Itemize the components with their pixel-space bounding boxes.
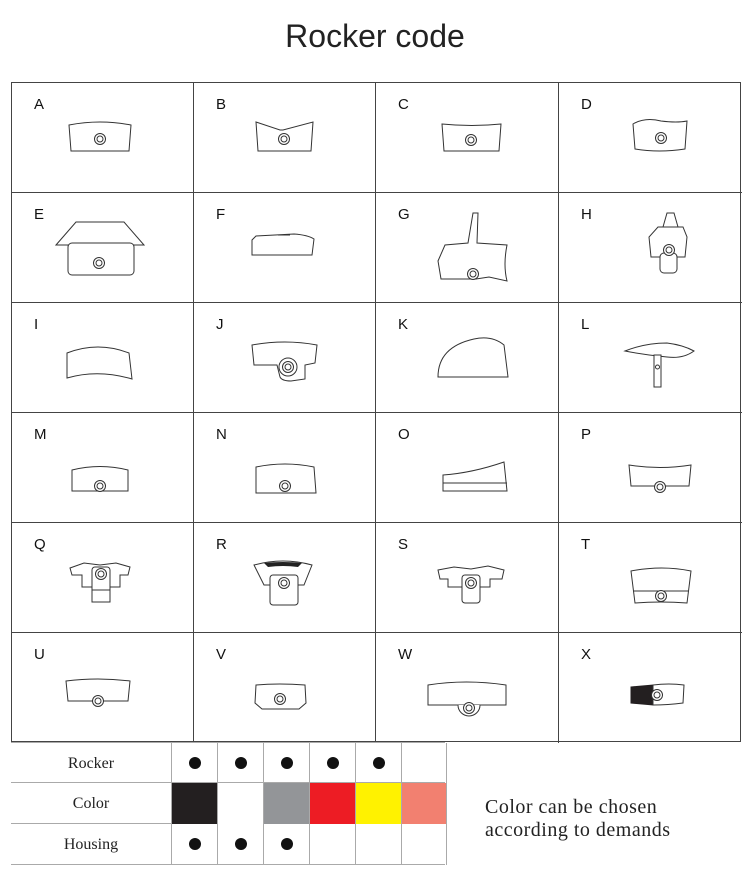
rocker-cell-x: [559, 633, 742, 743]
availability-dot-icon: [281, 757, 293, 769]
rocker-cell-e: [12, 193, 194, 303]
legend-mark-cell: [263, 743, 309, 784]
availability-dot-icon: [189, 838, 201, 850]
rocker-shape-q: [12, 523, 194, 633]
legend-mark-cell: [355, 743, 401, 784]
rocker-code-label: R: [216, 536, 227, 553]
rocker-cell-q: [12, 523, 194, 633]
rocker-cell-d: [559, 83, 742, 193]
legend-mark-cell: [401, 743, 447, 784]
rocker-cell-v: [194, 633, 376, 743]
rocker-cell-l: [559, 303, 742, 413]
legend-mark-cell: [171, 824, 217, 865]
rocker-cell-k: [376, 303, 559, 413]
rocker-code-label: E: [34, 206, 45, 223]
rocker-code-label: V: [216, 646, 227, 663]
legend-mark-cell: [309, 824, 355, 865]
availability-dot-icon: [235, 757, 247, 769]
rocker-cell-g: [376, 193, 559, 303]
availability-dot-icon: [373, 757, 385, 769]
rocker-shape-x: [559, 633, 742, 743]
availability-dot-icon: [327, 757, 339, 769]
rocker-code-label: X: [581, 646, 592, 663]
rocker-cell-n: [194, 413, 376, 523]
rocker-cell-c: [376, 83, 559, 193]
rocker-code-label: J: [216, 316, 224, 333]
rocker-code-label: F: [216, 206, 226, 223]
legend-mark-cell: [309, 743, 355, 784]
rocker-code-label: T: [581, 536, 591, 553]
rocker-cell-s: [376, 523, 559, 633]
color-note-line-2: according to demands: [485, 819, 671, 841]
legend-row-color: [11, 783, 445, 824]
legend-row-label: Housing: [63, 836, 119, 853]
rocker-cell-i: [12, 303, 194, 413]
rocker-shape-u: [12, 633, 194, 743]
rocker-shape-h: [559, 193, 742, 303]
rocker-shape-w: [376, 633, 559, 743]
rocker-code-label: I: [34, 316, 39, 333]
rocker-cell-a: [12, 83, 194, 193]
color-swatch-red: [309, 783, 355, 824]
rocker-code-label: O: [398, 426, 410, 443]
rocker-shape-p: [559, 413, 742, 523]
rocker-cell-b: [194, 83, 376, 193]
rocker-code-label: N: [216, 426, 227, 443]
rocker-code-label: C: [398, 96, 409, 113]
rocker-code-label: Q: [34, 536, 46, 553]
rocker-cell-w: [376, 633, 559, 743]
legend-mark-cell: [263, 824, 309, 865]
rocker-shape-g: [376, 193, 559, 303]
rocker-code-label: M: [34, 426, 47, 443]
color-swatch-salmon: [401, 783, 447, 824]
rocker-shape-d: [559, 83, 742, 193]
rocker-cell-f: [194, 193, 376, 303]
rocker-code-label: W: [398, 646, 413, 663]
rocker-cell-u: [12, 633, 194, 743]
availability-dot-icon: [235, 838, 247, 850]
rocker-cell-r: [194, 523, 376, 633]
rocker-code-label: K: [398, 316, 409, 333]
rocker-shape-n: [194, 413, 376, 523]
legend-row-rocker: [11, 742, 445, 783]
rocker-code-label: H: [581, 206, 592, 223]
rocker-shape-m: [12, 413, 194, 523]
availability-dot-icon: [189, 757, 201, 769]
rocker-cell-p: [559, 413, 742, 523]
legend-row-label: Color: [72, 795, 110, 812]
page-title: Rocker code: [285, 18, 465, 54]
rocker-code-label: P: [581, 426, 592, 443]
rocker-cell-o: [376, 413, 559, 523]
rocker-cell-t: [559, 523, 742, 633]
rocker-cell-j: [194, 303, 376, 413]
legend-mark-cell: [217, 743, 263, 784]
rocker-shape-j: [194, 303, 376, 413]
rocker-shape-l: [559, 303, 742, 413]
rocker-shape-s: [376, 523, 559, 633]
rocker-shape-b: [194, 83, 376, 193]
rocker-shape-t: [559, 523, 742, 633]
legend-row-housing: [11, 824, 445, 865]
rocker-code-label: S: [398, 536, 409, 553]
rocker-code-grid: [11, 82, 741, 742]
rocker-shape-f: [194, 193, 376, 303]
rocker-code-label: D: [581, 96, 592, 113]
rocker-shape-i: [12, 303, 194, 413]
rocker-shape-c: [376, 83, 559, 193]
color-swatch-white: [217, 783, 263, 824]
color-note: [485, 796, 671, 842]
legend-mark-cell: [355, 824, 401, 865]
rocker-shape-e: [12, 193, 194, 303]
rocker-shape-o: [376, 413, 559, 523]
availability-dot-icon: [281, 838, 293, 850]
rocker-code-label: L: [581, 316, 590, 333]
rocker-code-label: G: [398, 206, 410, 223]
color-swatch-yellow: [355, 783, 401, 824]
rocker-shape-k: [376, 303, 559, 413]
rocker-code-label: B: [216, 96, 227, 113]
rocker-shape-r: [194, 523, 376, 633]
rocker-cell-h: [559, 193, 742, 303]
rocker-cell-m: [12, 413, 194, 523]
legend-mark-cell: [401, 824, 447, 865]
color-swatch-black: [171, 783, 217, 824]
rocker-code-label: A: [34, 96, 45, 113]
legend-row-label: Rocker: [67, 755, 115, 772]
legend-mark-cell: [217, 824, 263, 865]
rocker-code-label: U: [34, 646, 45, 663]
color-note-line-1: Color can be chosen: [485, 796, 658, 818]
legend-mark-cell: [171, 743, 217, 784]
rocker-shape-v: [194, 633, 376, 743]
color-swatch-grey: [263, 783, 309, 824]
rocker-shape-a: [12, 83, 194, 193]
